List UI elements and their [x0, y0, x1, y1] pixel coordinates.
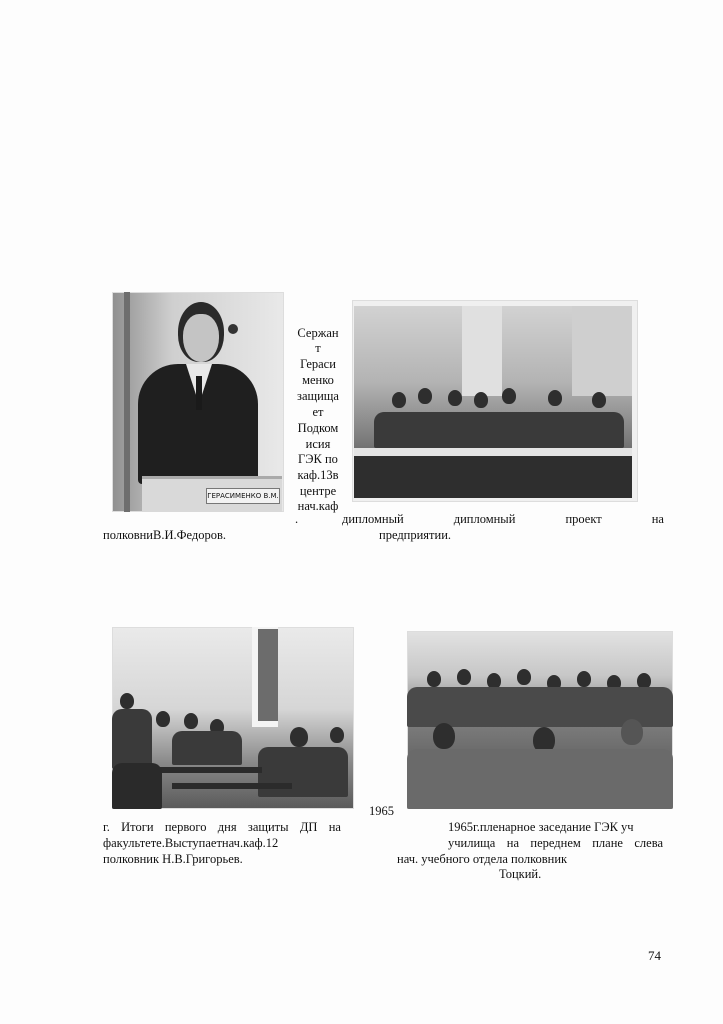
caption-line: Подком: [297, 421, 339, 435]
caption-right-line3: нач. учебного отдела полковник: [397, 852, 568, 866]
caption-word: дня: [217, 820, 237, 834]
caption-word: на: [328, 820, 341, 834]
caption-word: на: [506, 836, 519, 850]
caption-line: Гераси: [300, 357, 336, 371]
caption-right-line2: [448, 836, 663, 851]
caption-line: т: [315, 341, 321, 355]
caption-line: менко: [302, 373, 334, 387]
caption-right-line2: предприятии.: [379, 528, 452, 542]
page-number: 74: [648, 948, 661, 963]
caption-line: защища: [297, 389, 339, 403]
caption-year: 1965: [369, 804, 394, 818]
photo-commission: [352, 300, 638, 502]
caption-line: Сержан: [297, 326, 339, 340]
caption-word: слева: [634, 836, 663, 850]
photo-classroom: [112, 627, 354, 809]
caption-word: плане: [592, 836, 623, 850]
caption-right-line4: Тоцкий.: [499, 867, 542, 881]
caption-word: первого: [164, 820, 207, 834]
caption-word: училища: [448, 836, 496, 850]
caption-word: дипломный: [453, 512, 516, 526]
caption-line: нач.каф: [297, 499, 339, 513]
caption-line: исия: [305, 437, 331, 451]
caption-word: г.: [103, 820, 110, 834]
caption-left-line2: полковниВ.И.Федоров.: [103, 528, 226, 542]
nameplate: ГЕРАСИМЕНКО В.М.: [206, 488, 280, 504]
caption-row1-line1: [342, 512, 664, 527]
caption-word: ДП: [299, 820, 318, 834]
caption-line: центре: [299, 484, 337, 498]
caption-line: ГЭК по: [298, 452, 338, 466]
caption-word: дипломный: [342, 512, 404, 526]
caption-right-line1: 1965г.пленарное заседание ГЭК уч: [448, 820, 634, 834]
caption-left-line2: факультете.Выступаетнач.каф.12: [103, 836, 279, 850]
caption-left-line3: полковник Н.В.Григорьев.: [103, 852, 243, 866]
photo-speaker: [112, 292, 284, 512]
caption-word: проект: [565, 512, 602, 526]
caption-word: защиты: [247, 820, 289, 834]
caption-word: на: [651, 512, 664, 526]
caption-line: ет: [312, 405, 324, 419]
caption-word: переднем: [530, 836, 581, 850]
photo-plenary: [407, 631, 673, 809]
caption-left-line1: [103, 820, 341, 835]
caption-line: каф.13в: [297, 468, 339, 482]
caption-word: Итоги: [121, 820, 154, 834]
caption-dot: .: [295, 512, 299, 526]
